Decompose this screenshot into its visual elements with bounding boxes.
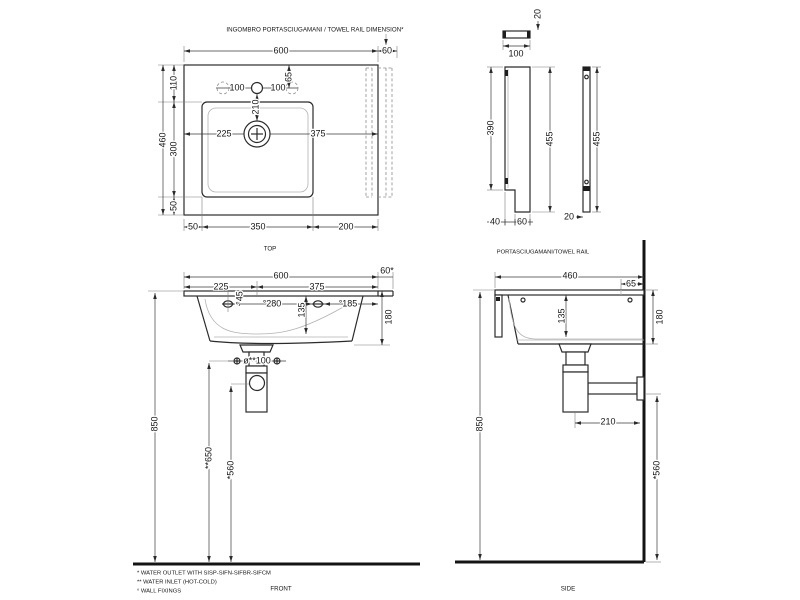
drain-flange-side	[559, 344, 591, 352]
rail-dim-label-455-side: 455	[591, 131, 602, 147]
rail-dim-label-100: 100	[508, 48, 524, 59]
dim-label-650: **650	[203, 446, 214, 470]
dim-label-50-bottom: 50	[187, 221, 199, 232]
dim-label-60-front: 60*	[380, 265, 394, 276]
dim-label-45: °45	[234, 291, 245, 305]
water-inlet-symbol-left	[234, 358, 240, 364]
siphon-nut-side	[563, 365, 588, 372]
rim-side	[495, 290, 644, 295]
bowl-interior-side	[509, 298, 642, 339]
dim-label-375-front: 375	[309, 281, 325, 292]
wall-escutcheon	[637, 377, 644, 400]
rim-front	[184, 291, 378, 296]
rail-dim-label-455-front: 455	[544, 131, 555, 147]
dim-label-600: 600	[273, 45, 289, 56]
dim-label-350: 350	[250, 221, 266, 232]
rail-side-cap-lower	[583, 186, 590, 191]
water-inlet-symbol-right	[274, 358, 280, 364]
dim-label-185: °185	[338, 298, 358, 309]
dim-label-225-front: 225	[213, 281, 229, 292]
water-outlet-circle	[250, 376, 265, 391]
rail-fixing-mark-bottom	[505, 178, 508, 184]
dim-label-200: 200	[338, 221, 354, 232]
dim-label-280: °280	[262, 298, 282, 309]
dim-label-560-side: *560	[651, 460, 662, 480]
wall-fixing-hole-right	[312, 301, 324, 307]
fixing-hole-side-right	[628, 298, 632, 302]
footnote-wall-fixings: ° WALL FIXINGS	[137, 588, 182, 595]
dim-label-460: 460	[157, 132, 168, 148]
dim-label-300: 300	[168, 141, 179, 157]
towel-rail-section-label: PORTASCIUGAMANI/TOWEL RAIL	[496, 249, 590, 256]
footnote-water-outlet: * WATER OUTLET WITH SISP-SIFN-SIFBR-SIFCM	[137, 570, 271, 577]
drain-flange-front	[240, 345, 273, 352]
dim-label-225: 225	[216, 128, 232, 139]
fixing-hole-side-left	[521, 298, 525, 302]
dim-label-65-side: 65	[625, 278, 637, 289]
dim-label-600-front: 600	[273, 270, 289, 281]
top-view-label: TOP	[263, 245, 277, 253]
dim-label-180-front: 180	[383, 309, 394, 325]
rail-dim-label-20-side: 20	[563, 211, 575, 222]
dim-label-60: 60	[381, 45, 393, 56]
front-view	[133, 265, 420, 592]
siphon-nut-front	[246, 366, 267, 373]
side-view-label: SIDE	[560, 585, 576, 593]
towel-rail-side-profile	[495, 295, 502, 337]
rail-top-view-outline	[503, 31, 530, 38]
rail-fixing-side	[496, 297, 500, 301]
rail-dim-label-390: 390	[485, 120, 496, 136]
rail-dim-label-60: 60	[516, 216, 528, 227]
outlet-pipe-side	[588, 383, 637, 394]
dim-label-180-side: 180	[654, 309, 665, 325]
dim-label-560-front: *560	[225, 460, 236, 480]
dim-label-135-front: 135	[296, 302, 307, 318]
body-bottom-edge	[210, 341, 352, 344]
dim-label-460: 460	[562, 270, 578, 281]
dim-label-50-left: 50	[168, 200, 179, 212]
rail-end-cap-right	[527, 31, 530, 38]
rail-dim-label-40: 40	[489, 216, 501, 227]
rail-side-cap-top	[583, 67, 590, 71]
dim-label-65: 65	[283, 71, 294, 83]
drawing-title: INGOMBRO PORTASCIUGAMANI / TOWEL RAIL DIMENSION*	[226, 26, 404, 34]
dim-label-210: 210	[250, 99, 261, 115]
rail-end-cap-left	[503, 31, 506, 38]
rail-fixing-mark-top	[505, 70, 508, 76]
dim-label-210: 210	[600, 416, 616, 427]
side-view	[455, 240, 664, 593]
rail-dim-label-20: 20	[532, 8, 543, 20]
top-view	[157, 45, 397, 252]
footnote-water-inlet: ** WATER INLET (HOT-COLD)	[137, 579, 217, 586]
rail-front-outline	[505, 67, 530, 212]
dim-label-850-front: 850	[149, 416, 160, 432]
footnotes	[137, 571, 271, 595]
siphon-bottle-side	[563, 372, 588, 412]
front-view-label: FRONT	[270, 585, 292, 593]
tap-hole-center	[252, 83, 263, 94]
dim-label-135-side: 135	[556, 308, 567, 324]
dim-label-375: 375	[310, 128, 326, 139]
drain-hole	[244, 121, 270, 147]
dim-label-100-left: 100	[229, 82, 245, 93]
dim-label-850-side: 850	[474, 416, 485, 432]
siphon-side	[559, 344, 644, 412]
towel-rail-views	[485, 9, 601, 256]
dim-label-inlet-100: ø**100	[243, 355, 271, 366]
dim-label-110: 110	[168, 75, 179, 91]
dim-label-100-right: 100	[270, 82, 286, 93]
tailpipe-side	[566, 352, 585, 365]
body-left-edge	[197, 296, 210, 341]
